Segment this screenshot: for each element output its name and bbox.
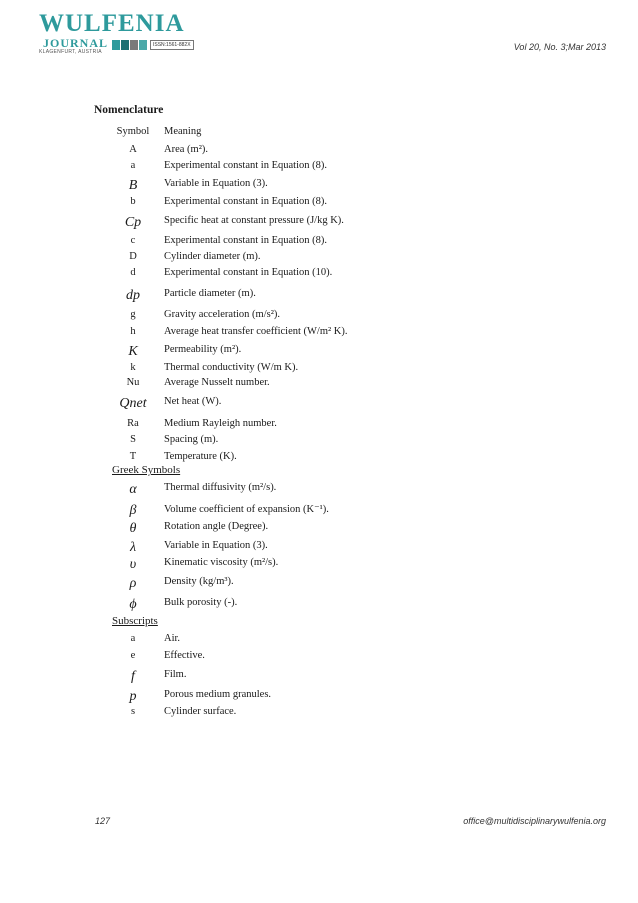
symbol: Qnet (119, 396, 147, 411)
symbol: θ (129, 521, 137, 536)
symbol: ρ (129, 576, 137, 591)
symbol: dp (126, 288, 140, 303)
symbol: p (129, 689, 137, 704)
symbol: e (130, 650, 136, 661)
symbol-column-header: Symbol (116, 126, 150, 137)
logo-title: WULFENIA (39, 10, 185, 37)
meaning: Experimental constant in Equation (8). (164, 196, 327, 207)
meaning: Permeability (m²). (164, 344, 242, 355)
meaning: Spacing (m). (164, 434, 219, 445)
symbol: λ (129, 540, 137, 555)
symbol: c (130, 235, 136, 246)
meaning: Area (m²). (164, 144, 208, 155)
symbol: a (130, 633, 136, 644)
symbol: T (129, 451, 137, 462)
meaning: Temperature (K). (164, 451, 237, 462)
meaning: Porous medium granules. (164, 689, 272, 700)
meaning: Kinematic viscosity (m²/s). (164, 557, 279, 568)
meaning: Average Nusselt number. (164, 377, 270, 388)
logo-issn: ISSN:1561-882X (150, 40, 194, 50)
symbol: s (130, 706, 136, 717)
logo-squares (112, 40, 148, 58)
symbol: α (129, 482, 137, 497)
logo-journal: JOURNAL (43, 36, 109, 50)
volume-info: Vol 20, No. 3;Mar 2013 (513, 42, 606, 52)
symbol: υ (129, 557, 137, 572)
meaning: Experimental constant in Equation (10). (164, 267, 333, 278)
meaning: Thermal conductivity (W/m K). (164, 362, 299, 373)
symbol: Cp (124, 215, 142, 230)
symbol: Ra (127, 418, 139, 429)
page-number: 127 (95, 816, 111, 826)
subscripts-title: Subscripts (112, 615, 158, 627)
symbol: D (129, 251, 137, 262)
symbol: β (129, 503, 137, 518)
symbol: Nu (126, 377, 140, 388)
meaning: Net heat (W). (164, 396, 222, 407)
meaning: Particle diameter (m). (164, 288, 256, 299)
meaning: Volume coefficient of expansion (K⁻¹). (164, 504, 329, 515)
symbol: a (130, 160, 136, 171)
symbol: f (131, 669, 135, 684)
meaning: Average heat transfer coefficient (W/m² K). (164, 326, 348, 337)
meaning: Thermal diffusivity (m²/s). (164, 482, 277, 493)
symbol: ϕ (129, 597, 137, 612)
meaning: Film. (164, 669, 187, 680)
meaning: Effective. (164, 650, 205, 661)
footer-email: office@multidisciplinarywulfenia.org (463, 816, 606, 826)
meaning: Bulk porosity (-). (164, 597, 238, 608)
meaning: Specific heat at constant pressure (J/kg K). (164, 215, 344, 226)
symbol: B (128, 178, 138, 193)
logo-city: KLAGENFURT, AUSTRIA (39, 49, 102, 55)
symbol: g (130, 309, 136, 320)
meaning: Cylinder surface. (164, 706, 237, 717)
meaning: Rotation angle (Degree). (164, 521, 269, 532)
meaning: Cylinder diameter (m). (164, 251, 261, 262)
meaning: Air. (164, 633, 181, 644)
symbol: b (130, 196, 136, 207)
meaning: Experimental constant in Equation (8). (164, 235, 327, 246)
meaning: Variable in Equation (3). (164, 540, 268, 551)
symbol: d (130, 267, 136, 278)
journal-logo (37, 10, 191, 55)
meaning: Medium Rayleigh number. (164, 418, 277, 429)
symbol: A (129, 144, 137, 155)
meaning: Gravity acceleration (m/s²). (164, 309, 280, 320)
symbol: h (130, 326, 136, 337)
symbol: S (130, 434, 136, 445)
meaning: Density (kg/m³). (164, 576, 234, 587)
symbol: k (130, 362, 136, 373)
meaning-column-header: Meaning (164, 126, 202, 137)
meaning: Variable in Equation (3). (164, 178, 268, 189)
meaning: Experimental constant in Equation (8). (164, 160, 327, 171)
nomenclature-title: Nomenclature (94, 104, 164, 116)
symbol: K (128, 344, 138, 359)
greek-symbols-title: Greek Symbols (112, 464, 181, 476)
